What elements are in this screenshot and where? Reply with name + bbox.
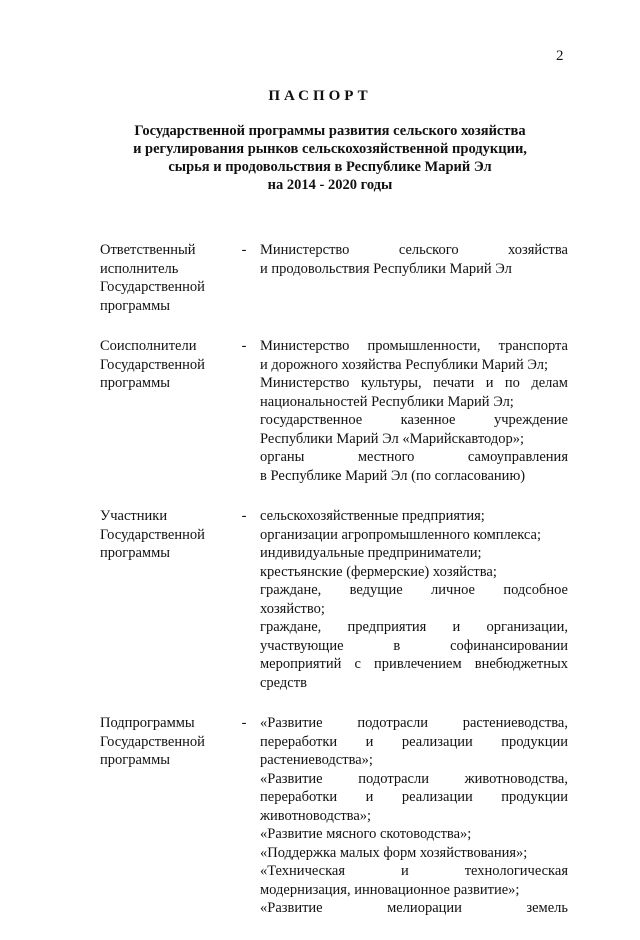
value-line: Министерство сельского хозяйства xyxy=(260,242,568,258)
value-line: Республики Марий Эл «Марийскавтодор»; xyxy=(260,430,524,447)
value-line: и дорожного хозяйства Республики Марий Эл; xyxy=(260,356,548,373)
value-line: средств xyxy=(260,674,307,691)
value-line: государственное казенное учреждение xyxy=(260,412,568,428)
value-line: «Развитие подотрасли растениеводства, xyxy=(260,715,568,731)
value-line: национальностей Республики Марий Эл; xyxy=(260,393,514,410)
value-line: сельскохозяйственные предприятия; xyxy=(260,508,485,524)
subtitle-line: Государственной программы развития сельского хозяйства xyxy=(134,123,526,139)
value-line: животноводства»; xyxy=(260,807,372,824)
row-value xyxy=(260,714,568,918)
row-label-line: Государственной xyxy=(100,526,205,543)
row-dash: - xyxy=(241,338,247,354)
subtitle-line: сырья и продовольствия в Республике Марий Эл xyxy=(168,159,492,175)
passport-row-participants xyxy=(100,507,568,692)
row-label-line: Государственной xyxy=(100,733,205,750)
passport-row-co-executors xyxy=(100,337,568,485)
value-line: мероприятий с привлечением внебюджетных xyxy=(260,656,568,672)
row-dash: - xyxy=(241,715,247,731)
value-line: «Развитие мясного скотоводства»; xyxy=(260,826,472,842)
passport-row-responsible-executor xyxy=(100,241,568,315)
row-dash: - xyxy=(241,508,247,524)
value-line: и продовольствия Республики Марий Эл xyxy=(260,260,512,277)
value-line: в Республике Марий Эл (по согласованию) xyxy=(260,467,526,484)
row-value xyxy=(260,241,568,315)
value-line: модернизация, инновационное развитие»; xyxy=(260,881,520,898)
row-label-line: исполнитель xyxy=(100,260,179,277)
row-label-line: программы xyxy=(100,375,170,391)
row-label-line: Государственной xyxy=(100,279,205,295)
value-line: переработки и реализации продукции xyxy=(260,789,568,805)
value-line: крестьянские (фермерские) хозяйства; xyxy=(260,563,497,580)
row-label-line: Участники xyxy=(100,508,168,524)
row-label xyxy=(100,337,228,485)
row-label-line: программы xyxy=(100,752,170,768)
row-dash: - xyxy=(241,242,247,258)
value-line: растениеводства»; xyxy=(260,752,373,768)
value-line: «Развитие мелиорации земель xyxy=(260,900,568,916)
value-line: переработки и реализации продукции xyxy=(260,733,568,750)
row-label-line: Государственной xyxy=(100,356,205,373)
document-subtitle xyxy=(100,122,560,194)
value-line: Министерство культуры, печати и по делам xyxy=(260,375,568,391)
row-label xyxy=(100,241,228,315)
row-label xyxy=(100,507,228,692)
row-label-line: Ответственный xyxy=(100,242,196,258)
value-line: граждане, ведущие личное подсобное xyxy=(260,582,568,598)
value-line: организации агропромышленного комплекса; xyxy=(260,526,541,543)
value-line: индивидуальные предприниматели; xyxy=(260,545,482,561)
row-label-line: программы xyxy=(100,545,170,561)
passport-row-subprograms xyxy=(100,714,568,918)
row-label-line: Соисполнители xyxy=(100,338,197,354)
value-line: граждане, предприятия и организации, xyxy=(260,619,568,635)
subtitle-line: на 2014 - 2020 годы xyxy=(267,177,393,193)
row-label-line: Подпрограммы xyxy=(100,715,195,731)
document-title: ПАСПОРТ xyxy=(268,88,372,104)
value-line: участвующие в софинансировании xyxy=(260,637,568,654)
value-line: «Техническая и технологическая xyxy=(260,863,568,879)
subtitle-line: и регулирования рынков сельскохозяйственной продукции, xyxy=(133,141,527,157)
value-line: Министерство промышленности, транспорта xyxy=(260,338,568,354)
value-line: «Поддержка малых форм хозяйствования»; xyxy=(260,844,528,861)
value-line: хозяйство; xyxy=(260,600,325,617)
value-line: органы местного самоуправления xyxy=(260,449,568,465)
row-label xyxy=(100,714,228,918)
value-line: «Развитие подотрасли животноводства, xyxy=(260,770,568,787)
passport-table xyxy=(100,241,568,940)
row-value xyxy=(260,337,568,485)
page-number: 2 xyxy=(556,48,564,64)
row-value xyxy=(260,507,568,692)
row-label-line: программы xyxy=(100,297,170,314)
